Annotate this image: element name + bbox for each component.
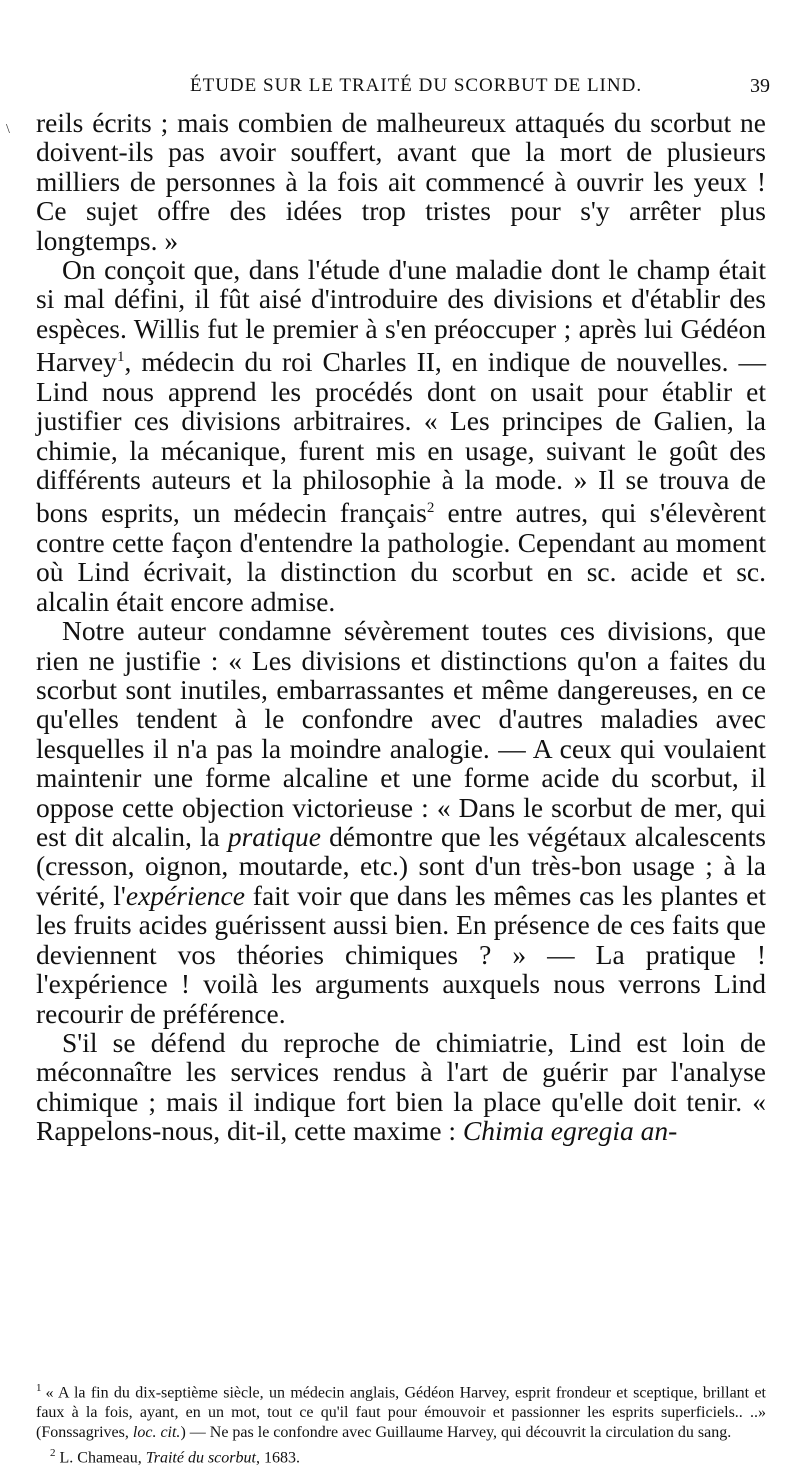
main-text	[36, 108, 766, 1146]
footnote-2-part-a: L. Chameau,	[59, 1449, 146, 1467]
footnote-2-title: Traité du scorbut	[145, 1449, 256, 1467]
paragraph-2-part-a: On conçoit que, dans l'étude d'une maladie dont le champ était si mal défini, il fût aisé d'introduire des divisions et d'établir des espèces. Willis fut le premier à s'en préoccuper ; après lui Gédéon Harvey	[36, 254, 766, 378]
emphasis-experience: expérience	[125, 879, 245, 911]
paragraph-2-part-b: , médecin du roi Charles II, en indique de nouvelles. — Lind nous apprend les procédés dont on usait pour établir et justifier ces divisions arbitraires. « Les principes de Galien, la chimie, la mécanique, furent mis en usage, suivant le goût des différents auteurs et la philosophie à la mode. » Il se trouva de bons esprits, un médecin français	[36, 346, 766, 529]
footnote-ref-2: 2	[426, 500, 435, 517]
paragraph-3	[36, 616, 766, 1028]
emphasis-latin-maxim: Chimia egregia an-	[462, 1115, 678, 1147]
footnote-2-marker: 2	[50, 1447, 56, 1460]
footnote-1-part-b: ) — Ne pas le confondre avec Guillaume Harvey, qui découvrit la circulation du sang.	[180, 1424, 732, 1442]
footnote-ref-1: 1	[116, 349, 125, 366]
footnotes	[36, 1378, 766, 1469]
footnote-1-citation: loc. cit.	[132, 1424, 181, 1442]
paragraph-4	[36, 1028, 766, 1146]
paragraph-3-part-c: fait voir que dans les mêmes cas les plantes et les fruits acides guérissent aussi bien. En présence de ces faits que deviennent vos théories chimiques ? » — La pratique ! l'expérience ! voilà les arguments auxquels nous verrons Lind recourir de préférence.	[36, 879, 766, 1029]
page-number: 39	[750, 75, 770, 97]
footnote-2	[36, 1443, 766, 1468]
paragraph-2	[36, 255, 766, 616]
footnote-1-part-a: « A la fin du dix-septième siècle, un médecin anglais, Gédéon Harvey, esprit frondeur et sceptique, brillant et faux à la fois, ayant, en un mot, tout ce qu'il faut pour émouvoir et passionner les esprits superficiels.. ..» (Fonssagrives,	[36, 1384, 766, 1442]
paragraph-1: reils écrits ; mais combien de malheureux attaqués du scorbut ne doivent-ils pas avoir souffert, avant que la mort de plusieurs milliers de personnes à la fois ait commencé à ouvrir les yeux ! Ce sujet offre des idées trop tristes pour s'y arrêter plus longtemps. »	[36, 107, 766, 256]
running-title: ÉTUDE SUR LE TRAITÉ DU SCORBUT DE LIND.	[190, 75, 643, 96]
emphasis-pratique: pratique	[227, 821, 322, 853]
margin-mark: \	[6, 122, 10, 137]
paragraph-4-part-a: S'il se défend du reproche de chimiatrie, Lind est loin de méconnaître les services rendus à l'art de guérir par l'analyse chimique ; mais il indique fort bien la place qu'elle doit tenir. « Rappelons-nous, dit-il, cette maxime :	[36, 1026, 766, 1147]
paragraph-3-part-a: Notre auteur condamne sévèrement toutes ces divisions, que rien ne justifie : « Les divisions et distinctions qu'on a faites du scorbut sont inutiles, embarrassantes et même dangereuses, en ce qu'elles tendent à le confondre avec d'autres maladies avec lesquelles il n'a pas la moindre analogie. — A ceux qui voulaient maintenir une forme alcaline et une forme acide du scorbut, il oppose cette objection victorieuse : « Dans le scorbut de mer, qui est dit alcalin, la	[36, 615, 766, 853]
page-header	[60, 75, 770, 105]
footnote-1-marker: 1	[36, 1382, 42, 1394]
paragraph-2-part-c: entre autres, qui s'élevèrent contre cette façon d'entendre la pathologie. Cependant au moment où Lind écrivait, la distinction du scorbut en sc. acide et sc. alcalin était encore admise.	[36, 497, 766, 617]
footnote-1	[36, 1378, 766, 1443]
paragraph-3-part-b: démontre que les végétaux alcalescents (cresson, oignon, moutarde, etc.) sont d'un très-bon usage ; à la vérité, l'	[36, 821, 766, 911]
footnote-2-part-b: , 1683.	[255, 1449, 300, 1467]
